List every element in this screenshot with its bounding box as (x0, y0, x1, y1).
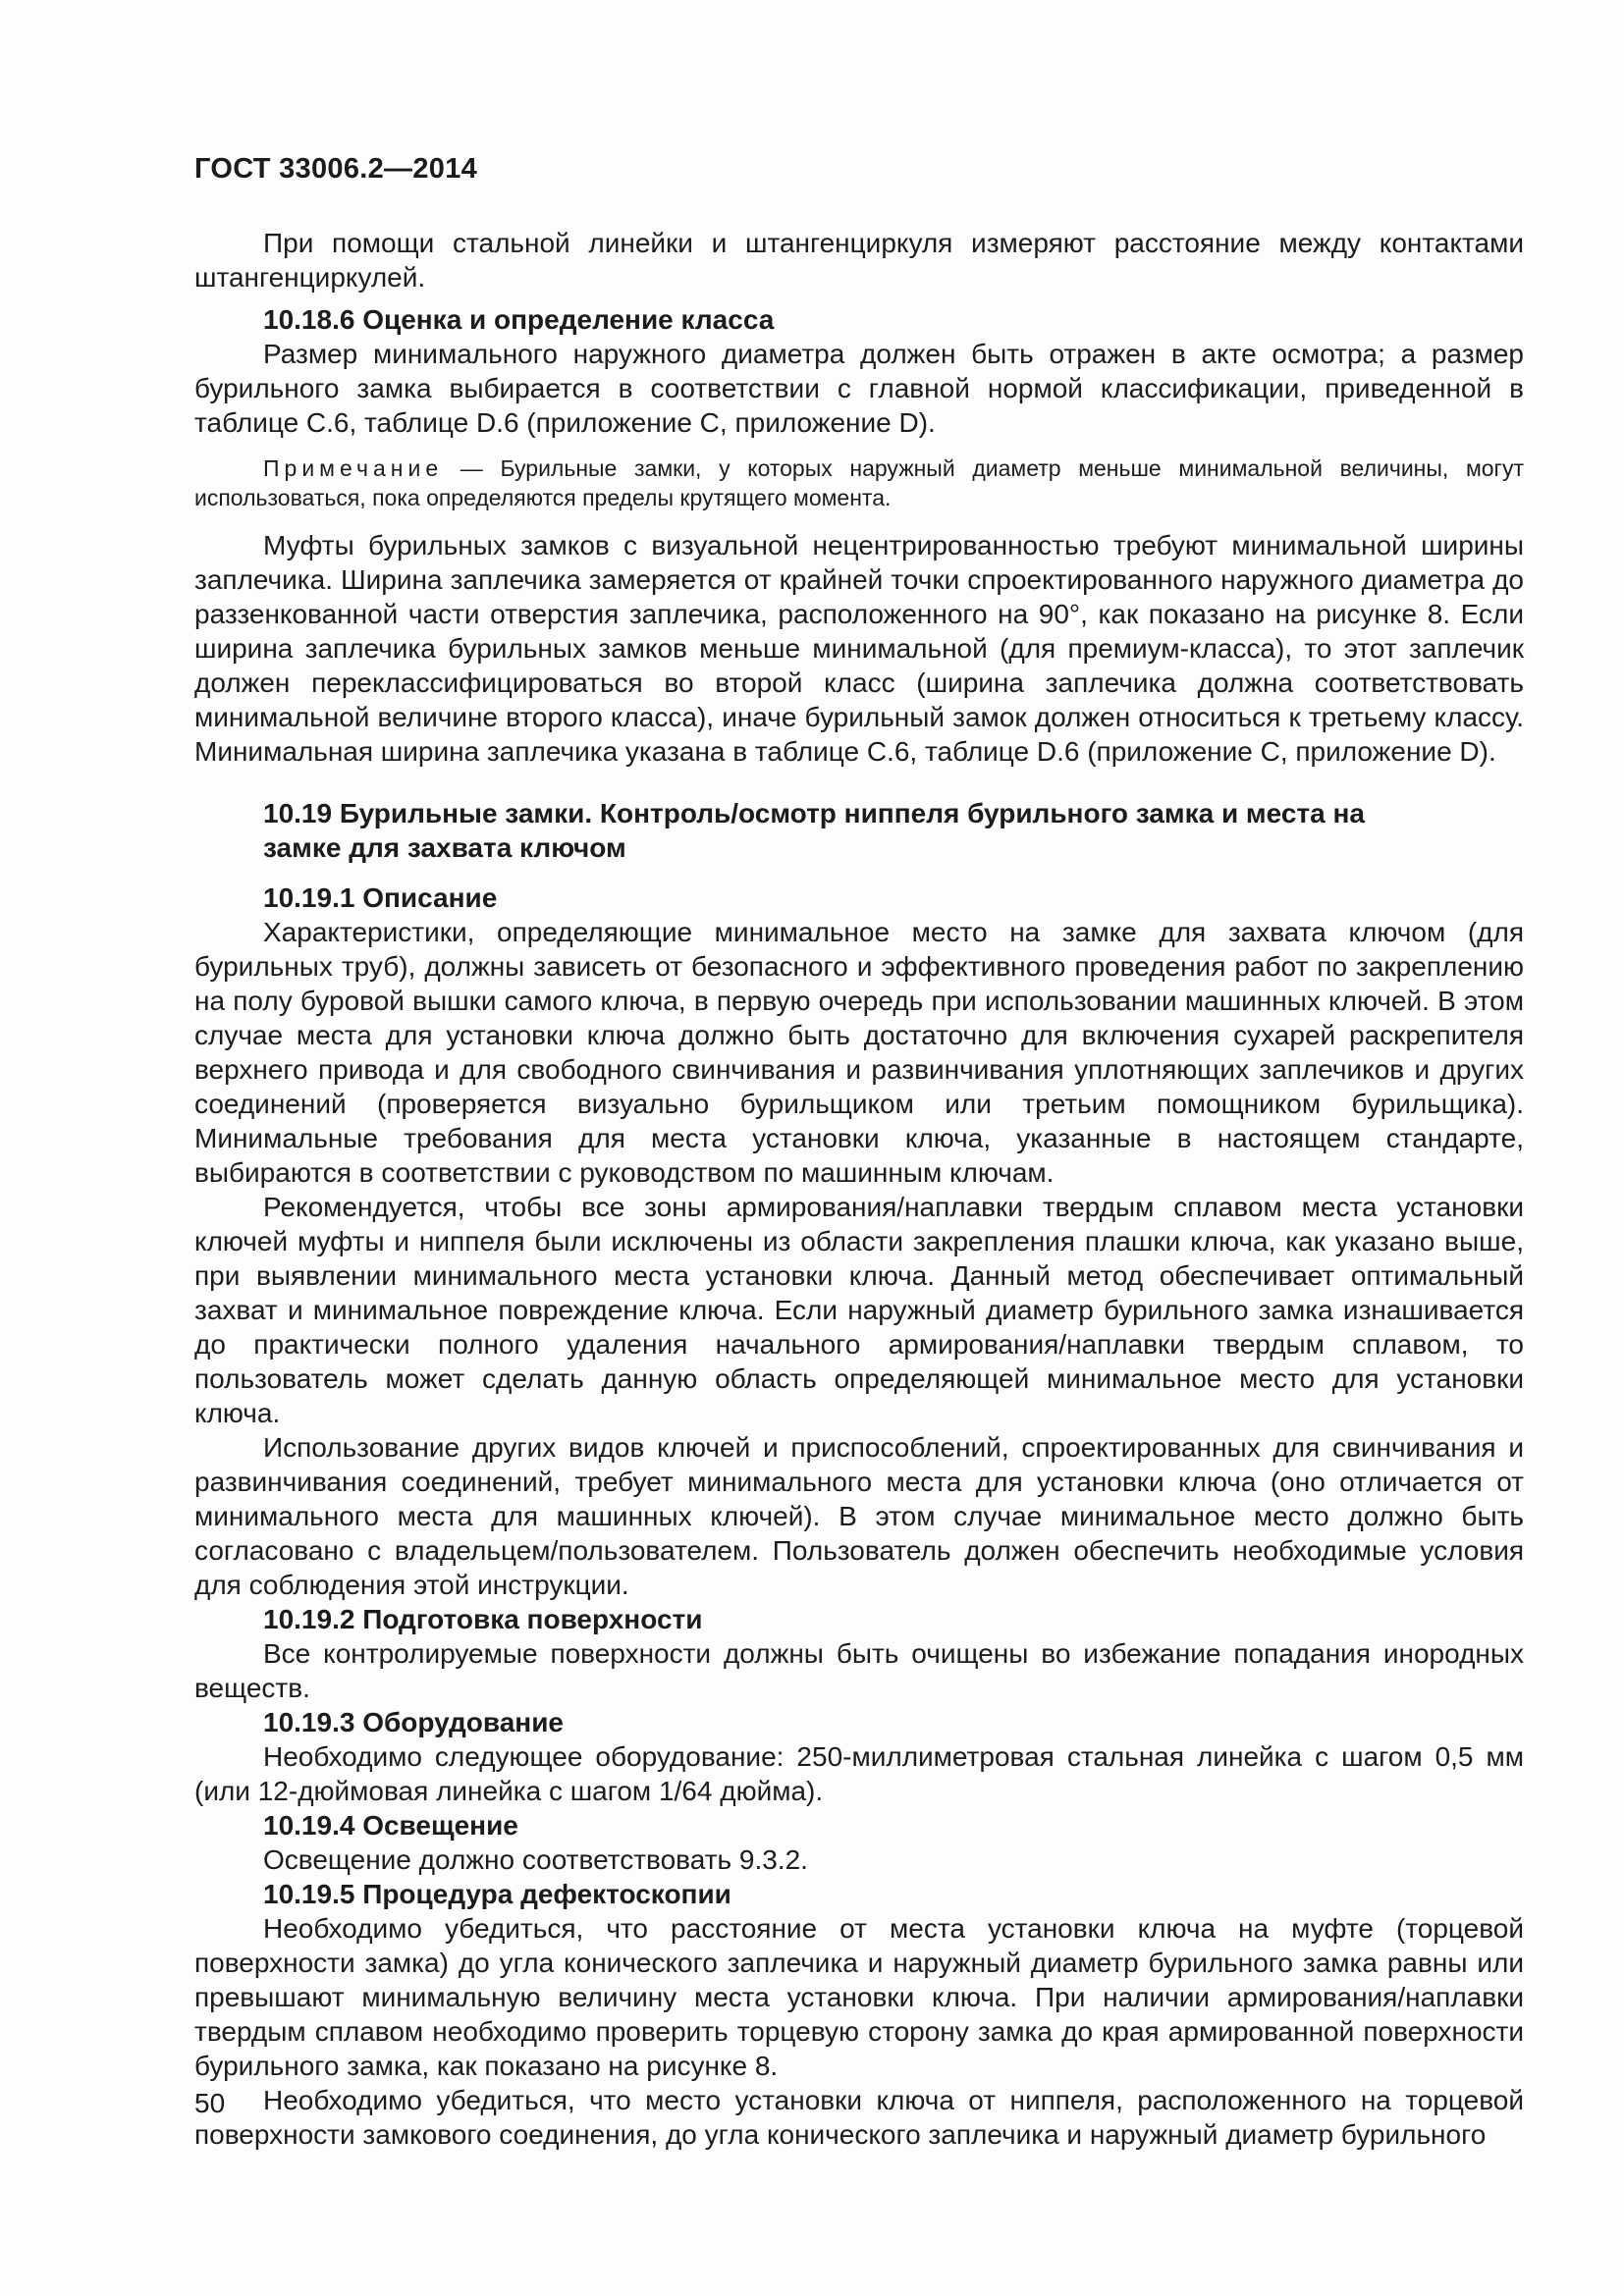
paragraph: Все контролируемые поверхности должны быть очищены во избежание попадания инородных веществ. (194, 1638, 1524, 1703)
paragraph: Характеристики, определяющие минимальное место на замке для захвата ключом (для бурильных труб), должны зависеть от безопасного и эффективного проведения работ по закреплению на полу буровой вышки самого ключа, в первую очередь при использовании машинных ключей. В этом случае места для установки ключа должно быть достаточно для включения сухарей раскрепителя верхнего привода и для свободного свинчивания и развинчивания уплотняющих заплечиков и других соединений (проверяется визуально бурильщиком или третьим помощником бурильщика). Минимальные требования для места установки ключа, указанные в настоящем стандарте, выбираются в соответствии с руководством по машинным ключам. (194, 917, 1524, 1188)
paragraph: При помощи стальной линейки и штангенциркуля измеряют расстояние между контактами штангенциркулей. (194, 228, 1524, 293)
paragraph: Необходимо убедиться, что место установки ключа от ниппеля, расположенного на торцевой поверхности замкового соединения, до угла конического заплечика и наружный диаметр бурильного (194, 2085, 1524, 2150)
paragraph: Необходимо убедиться, что расстояние от места установки ключа на муфте (торцевой поверхности замка) до угла конического заплечика и наружный диаметр бурильного замка равны или превышают минимальную величину места установки ключа. При наличии армирования/наплавки твердым сплавом необходимо проверить торцевую сторону замка до края армированной поверхности бурильного замка, как показано на рисунке 8. (194, 1913, 1524, 2081)
section-heading: 10.19.5 Процедура дефектоскопии (263, 1879, 731, 1909)
note-text: — Бурильные замки, у которых наружный диаметр меньше минимальной величины, могут использоваться, пока определяются пределы крутящего момента. (194, 455, 1524, 510)
document-body (194, 226, 1524, 2152)
paragraph: Необходимо следующее оборудование: 250-миллиметровая стальная линейка с шагом 0,5 мм (или 12-дюймовая линейка с шагом 1/64 дюйма). (194, 1741, 1524, 1806)
note-label: Примечание (263, 455, 444, 481)
section-heading: 10.19.3 Оборудование (263, 1707, 564, 1737)
section-heading: 10.19.4 Освещение (263, 1810, 518, 1841)
paragraph: Рекомендуется, чтобы все зоны армирования/наплавки твердым сплавом места установки ключей муфты и ниппеля были исключены из области закрепления плашки ключа, как указано выше, при выявлении минимального места установки ключа. Данный метод обеспечивает оптимальный захват и минимальное повреждение ключа. Если наружный диаметр бурильного замка изнашивается до практически полного удаления начального армирования/наплавки твердым сплавом, то пользователь может сделать данную область определяющей минимальное место для установки ключа. (194, 1192, 1524, 1428)
section-heading: 10.19.2 Подготовка поверхности (263, 1604, 703, 1634)
paragraph: Размер минимального наружного диаметра должен быть отражен в акте осмотра; а размер бурильного замка выбирается в соответствии с главной нормой классификации, приведенной в таблице С.6, таблице D.6 (приложение С, приложение D). (194, 339, 1524, 438)
paragraph: Муфты бурильных замков с визуальной нецентрированностью требуют минимальной ширины заплечика. Ширина заплечика замеряется от крайней точки спроектированного наружного диаметра до раззенкованной части отверстия заплечика, расположенного на 90°, как показано на рисунке 8. Если ширина заплечика бурильных замков меньше минимальной (для премиум-класса), то этот заплечик должен переклассифицироваться во второй класс (ширина заплечика должна соответствовать минимальной величине второго класса), иначе бурильный замок должен относиться к третьему классу. Минимальная ширина заплечика указана в таблице С.6, таблице D.6 (приложение С, приложение D). (194, 530, 1524, 767)
section-heading: 10.18.6 Оценка и определение класса (263, 304, 775, 335)
document-header: ГОСТ 33006.2—2014 (194, 153, 478, 185)
paragraph: Освещение должно соответствовать 9.3.2. (263, 1844, 808, 1875)
page-number: 50 (194, 2088, 226, 2118)
section-heading: 10.19 Бурильные замки. Контроль/осмотр ниппеля бурильного замка и места на замке для захвата ключом (263, 798, 1365, 863)
note (194, 454, 1524, 512)
paragraph: Использование других видов ключей и приспособлений, спроектированных для свинчивания и развинчивания соединений, требует минимального места для установки ключа (оно отличается от минимального места для машинных ключей). В этом случае минимальное место должно быть согласовано с владельцем/пользователем. Пользователь должен обеспечить необходимые условия для соблюдения этой инструкции. (194, 1432, 1524, 1600)
section-heading: 10.19.1 Описание (263, 882, 498, 913)
